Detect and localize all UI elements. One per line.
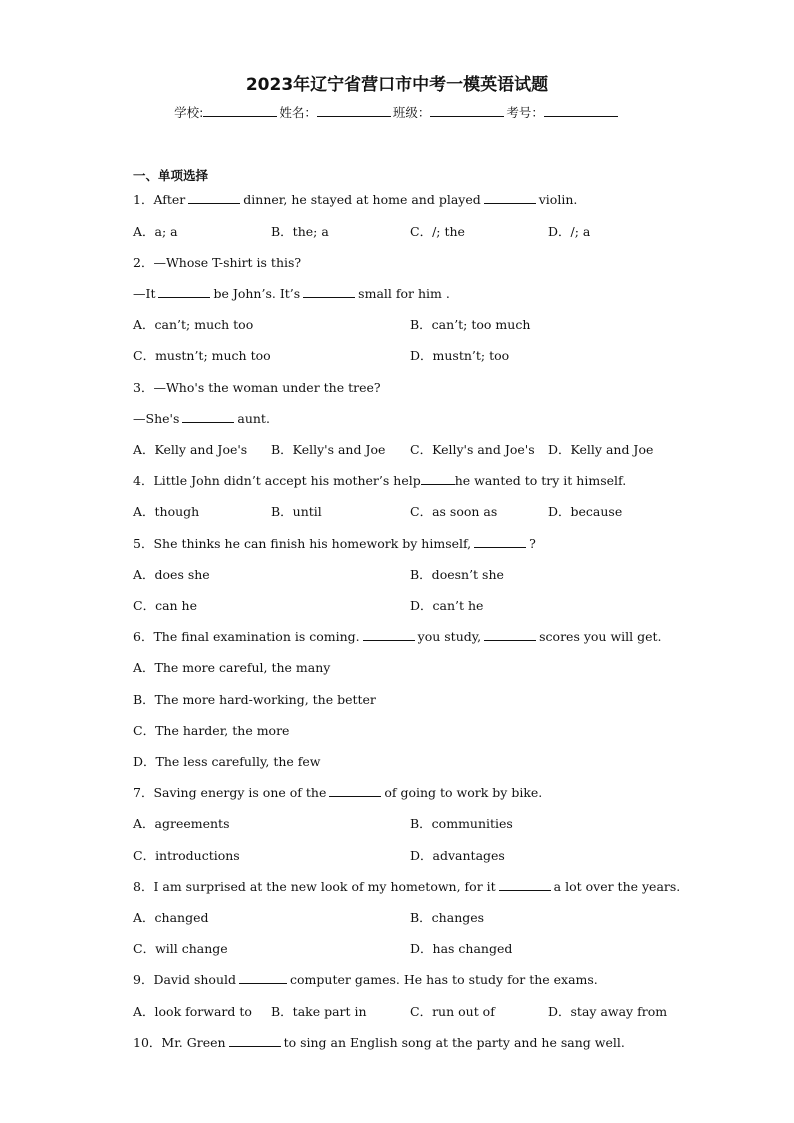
stem-text: 4．Little John didn’t accept his mother’s help xyxy=(133,473,421,488)
option-a: A．does she xyxy=(133,567,210,582)
option-c: C．The harder, the more xyxy=(133,723,290,738)
option-d: D．because xyxy=(548,504,623,519)
option-c: C．/; the xyxy=(410,224,465,239)
question-line xyxy=(133,286,450,302)
stem-text: a lot over the years. xyxy=(553,879,681,894)
stem-text: —She's xyxy=(133,411,180,426)
stem-text: scores you will get. xyxy=(539,629,662,644)
answer-blank xyxy=(303,286,355,298)
stem-text: 9．David should xyxy=(133,972,237,987)
option-d: D．Kelly and Joe xyxy=(548,442,654,457)
option-d: D．can’t he xyxy=(410,598,484,613)
answer-blank xyxy=(158,286,210,298)
option-c: C．Kelly's and Joe's xyxy=(410,442,535,457)
question-stem xyxy=(133,785,542,801)
answer-blank xyxy=(363,629,415,641)
answer-blank xyxy=(329,785,381,797)
option-d: D．has changed xyxy=(410,941,513,956)
stem-text: aunt. xyxy=(237,411,270,426)
option-d: D．mustn’t; too xyxy=(410,348,510,363)
stem-text: 1．After xyxy=(133,192,186,207)
option-b: B．The more hard-working, the better xyxy=(133,692,376,707)
option-a: A．Kelly and Joe's xyxy=(133,442,248,457)
student-info-row xyxy=(0,103,794,121)
option-b: B．changes xyxy=(410,910,485,925)
stem-text: 6．The final examination is coming. xyxy=(133,629,360,644)
stem-text: be John’s. It’s xyxy=(213,286,301,301)
question-stem xyxy=(133,1035,625,1051)
stem-text: ? xyxy=(529,536,536,551)
section-title: 一、单项选择 xyxy=(133,168,209,183)
option-b: B．until xyxy=(271,504,322,519)
option-b: B．take part in xyxy=(271,1004,367,1019)
question-stem xyxy=(133,879,680,895)
stem-text: computer games. He has to study for the exams. xyxy=(290,972,598,987)
question-stem xyxy=(133,536,536,552)
answer-blank xyxy=(474,536,526,548)
answer-blank xyxy=(239,972,287,984)
option-b: B．communities xyxy=(410,816,513,831)
stem-text: 7．Saving energy is one of the xyxy=(133,785,327,800)
option-c: C．as soon as xyxy=(410,504,498,519)
option-b: B．the; a xyxy=(271,224,329,239)
option-b: B．doesn’t she xyxy=(410,567,504,582)
option-a: A．can’t; much too xyxy=(133,317,254,332)
question-stem xyxy=(133,473,626,489)
option-d: D．/; a xyxy=(548,224,591,239)
stem-text: violin. xyxy=(538,192,578,207)
question-stem xyxy=(133,629,662,645)
option-a: A．look forward to xyxy=(133,1004,252,1019)
class-label: 班级： xyxy=(392,105,431,120)
answer-blank xyxy=(421,473,455,485)
stem-text: dinner, he stayed at home and played xyxy=(243,192,481,207)
name-label: 姓名： xyxy=(279,105,317,120)
answer-blank xyxy=(484,192,536,204)
answer-blank xyxy=(188,192,240,204)
question-stem xyxy=(133,192,577,208)
school-label: 学校: xyxy=(174,105,204,120)
answer-blank xyxy=(484,629,536,641)
option-d: D．stay away from xyxy=(548,1004,668,1019)
question-stem xyxy=(133,972,598,988)
class-blank[interactable] xyxy=(430,104,504,117)
stem-text: 5．She thinks he can finish his homework by himself, xyxy=(133,536,472,551)
option-c: C．run out of xyxy=(410,1004,495,1019)
answer-blank xyxy=(499,879,551,891)
answer-blank xyxy=(229,1035,281,1047)
question-stem: 2．—Whose T-shirt is this? xyxy=(133,255,302,270)
stem-text: —It xyxy=(133,286,156,301)
option-c: C．introductions xyxy=(133,848,240,863)
option-a: A．changed xyxy=(133,910,209,925)
option-c: C．mustn’t; much too xyxy=(133,348,271,363)
option-a: A．The more careful, the many xyxy=(133,660,331,675)
option-d: D．The less carefully, the few xyxy=(133,754,321,769)
option-b: B．can’t; too much xyxy=(410,317,531,332)
school-blank[interactable] xyxy=(203,104,277,117)
stem-text: small for him . xyxy=(358,286,450,301)
page-title: 2023年辽宁省营口市中考一模英语试题 xyxy=(245,75,549,95)
stem-text: he wanted to try it himself. xyxy=(454,473,627,488)
stem-text: 8．I am surprised at the new look of my hometown, for it xyxy=(133,879,496,894)
name-blank[interactable] xyxy=(317,104,391,117)
answer-blank xyxy=(182,411,234,423)
question-line xyxy=(133,411,270,427)
exam-no-label: 考号： xyxy=(506,105,544,120)
stem-text: of going to work by bike. xyxy=(384,785,543,800)
option-c: C．will change xyxy=(133,941,228,956)
option-b: B．Kelly's and Joe xyxy=(271,442,386,457)
option-a: A．agreements xyxy=(133,816,230,831)
question-stem: 3．—Who's the woman under the tree? xyxy=(133,380,381,395)
option-d: D．advantages xyxy=(410,848,505,863)
exam-no-blank[interactable] xyxy=(544,104,618,117)
option-c: C．can he xyxy=(133,598,197,613)
option-a: A．though xyxy=(133,504,200,519)
stem-text: 10．Mr. Green xyxy=(133,1035,226,1050)
stem-text: you study, xyxy=(417,629,482,644)
stem-text: to sing an English song at the party and he sang well. xyxy=(283,1035,625,1050)
option-a: A．a; a xyxy=(133,224,178,239)
